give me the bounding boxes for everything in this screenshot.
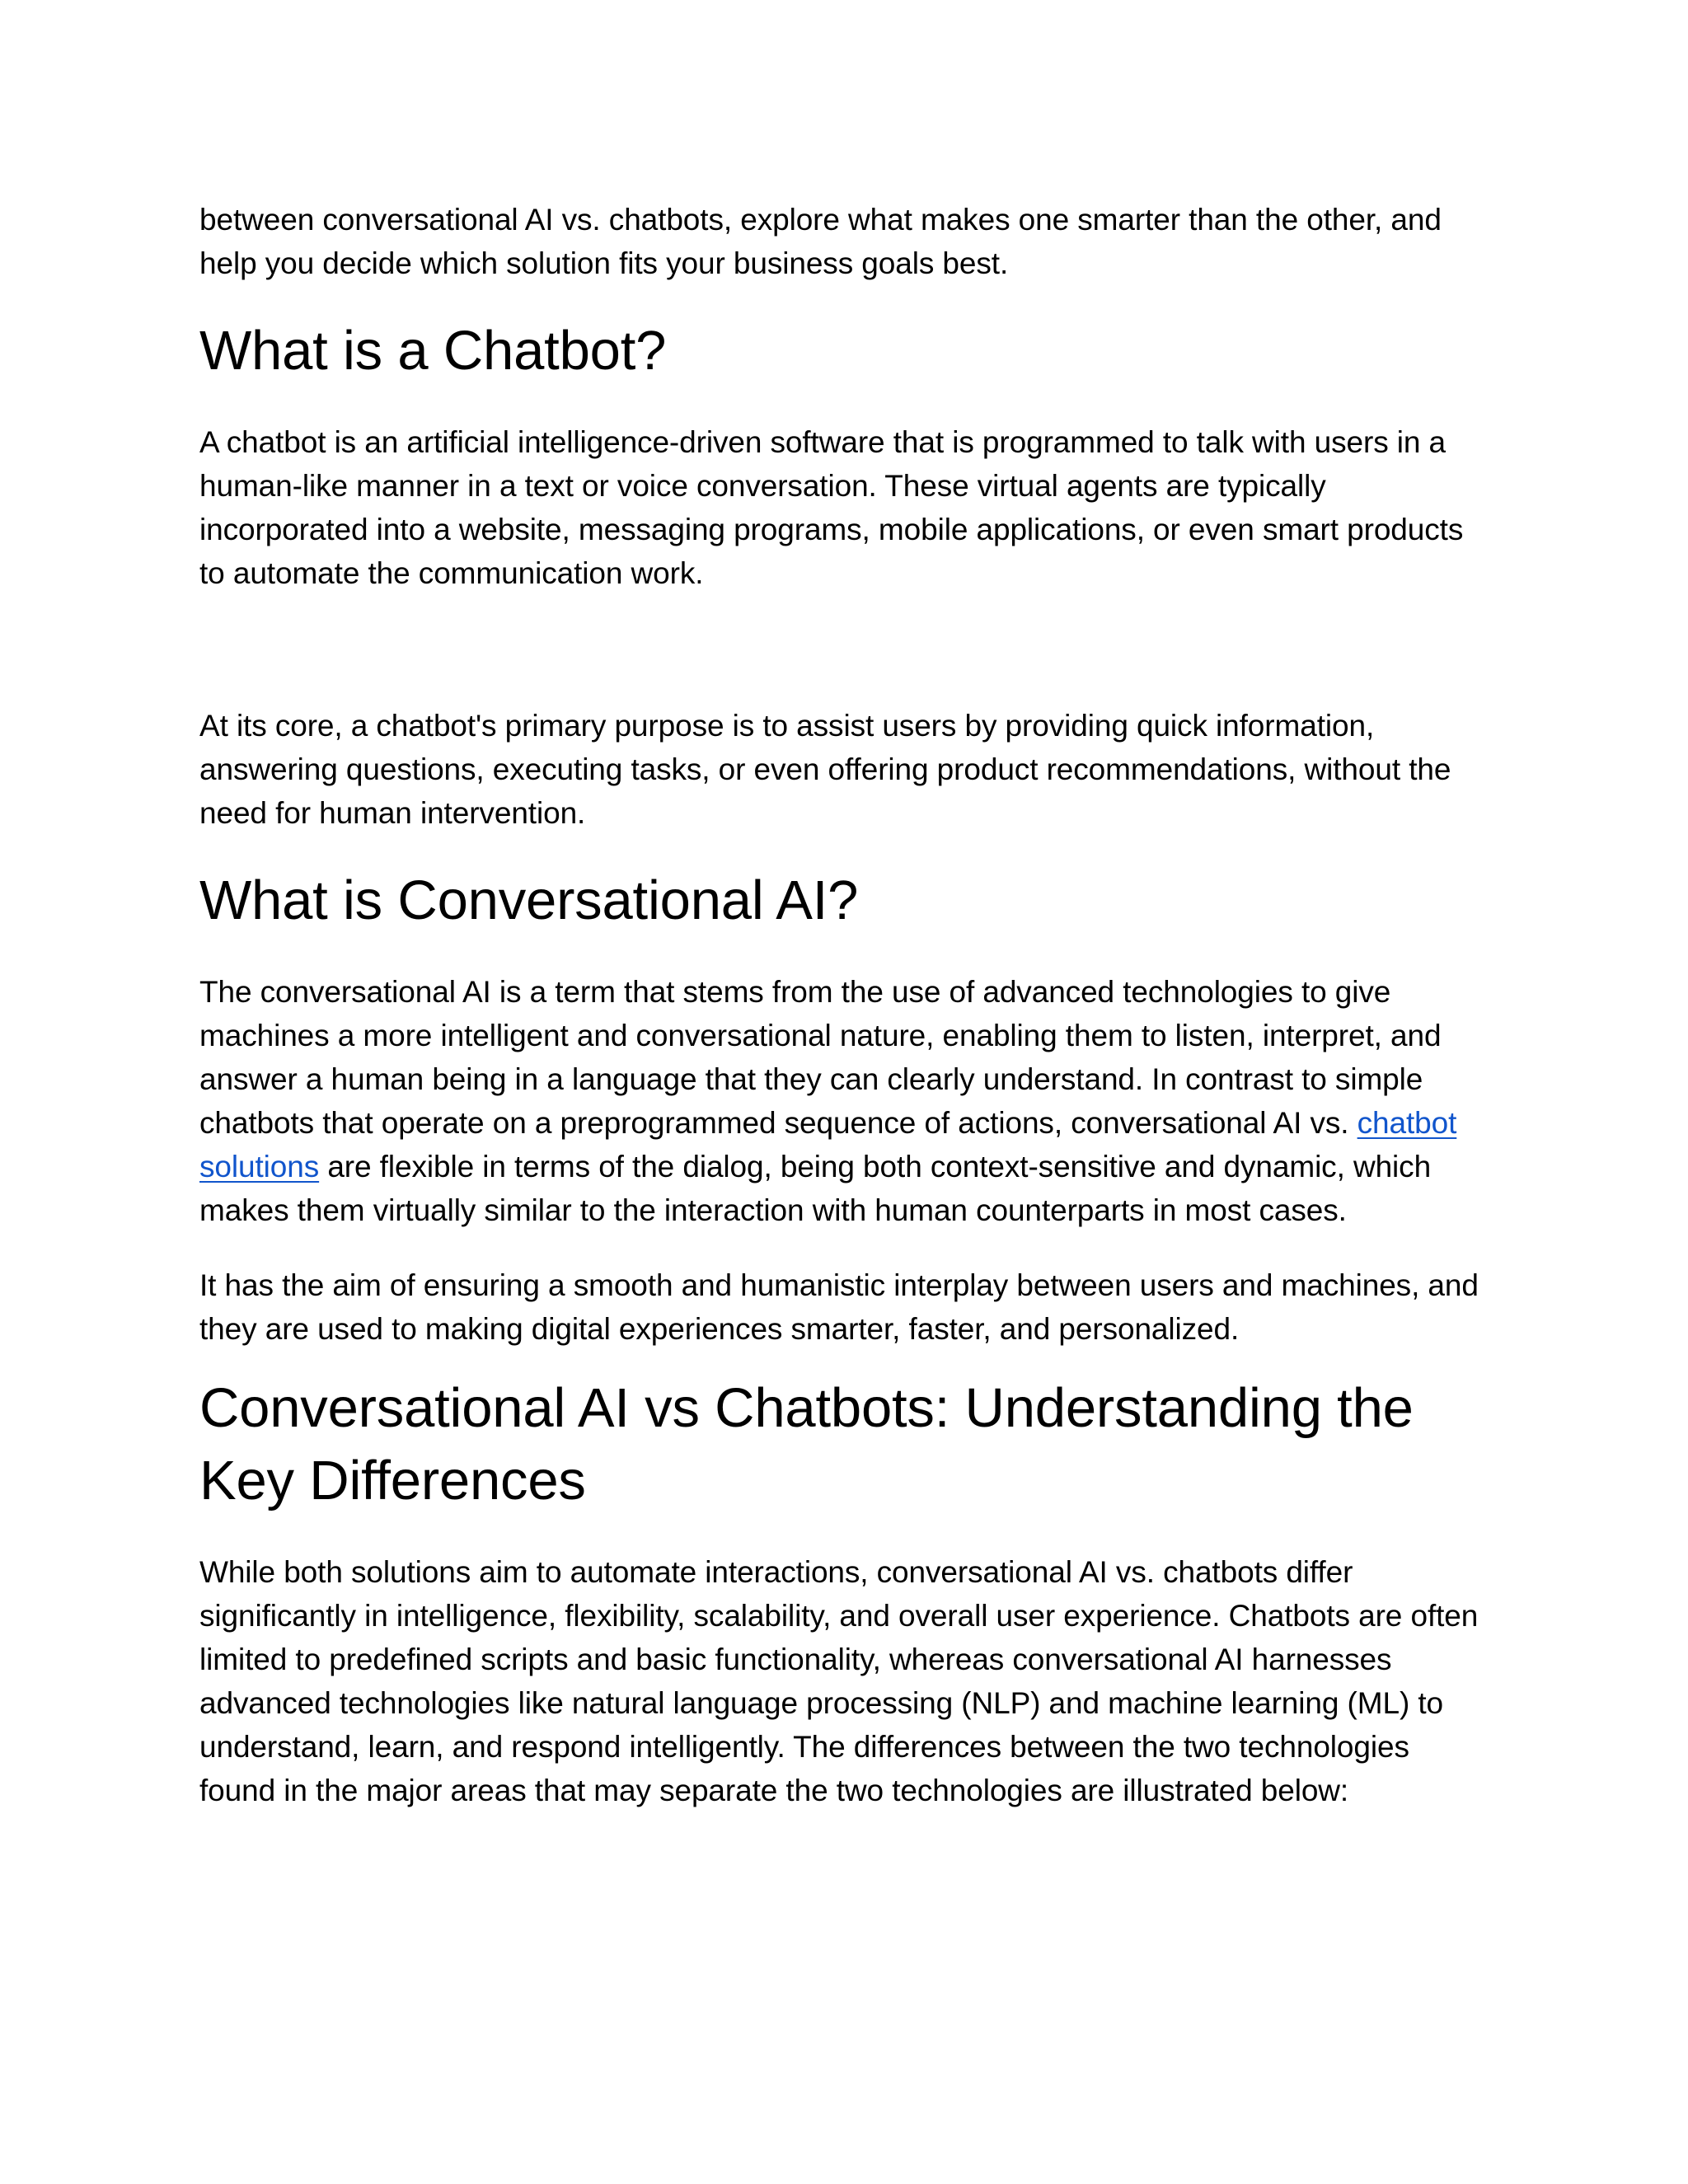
conversational-ai-paragraph-1-part-2: are flexible in terms of the dialog, being both context-sensitive and dynamic, which makes them virtually similar to the interaction with human counterparts in most cases.: [199, 1150, 1432, 1227]
chatbot-solutions-link[interactable]: chatbot solutions: [199, 1106, 1457, 1183]
heading-what-is-conversational-ai: What is Conversational AI?: [199, 869, 859, 931]
chatbot-paragraph-2: At its core, a chatbot's primary purpose is to assist users by providing quick information, answering questions, executing tasks, or even offering product recommendations, without the need for human intervention.: [199, 709, 1451, 830]
heading-what-is-chatbot: What is a Chatbot?: [199, 320, 667, 382]
chatbot-paragraph-1: A chatbot is an artificial intelligence-driven software that is programmed to talk with users in a human-like manner in a text or voice conversation. These virtual agents are typically incorporated into a website, messaging programs, mobile applications, or even smart products to automate the communication work.: [199, 425, 1464, 590]
conversational-ai-paragraph-1-part-1: The conversational AI is a term that stems from the use of advanced technologies to give machines a more intelligent and conversational nature, enabling them to listen, interpret, and answer a human being in a language that they can clearly understand. In contrast to simple chatbots that operate on a preprogrammed sequence of actions, conversational AI vs.: [199, 975, 1442, 1140]
differences-paragraph-1: While both solutions aim to automate interactions, conversational AI vs. chatbots differ significantly in intelligence, flexibility, scalability, and overall user experience. Chatbots are often limited to predefined scripts and basic functionality, whereas conversational AI harnesses advanced technologies like natural language processing (NLP) and machine learning (ML) to understand, learn, and respond intelligently. The differences between the two technologies found in the major areas that may separate the two technologies are illustrated below:: [199, 1555, 1479, 1807]
heading-key-differences: Conversational AI vs Chatbots: Understanding the Key Differences: [199, 1377, 1414, 1511]
conversational-ai-paragraph-1: [199, 970, 1493, 1232]
intro-paragraph: between conversational AI vs. chatbots, explore what makes one smarter than the other, and help you decide which solution fits your business goals best.: [199, 203, 1442, 280]
document-body: [199, 198, 1493, 1812]
conversational-ai-paragraph-2: It has the aim of ensuring a smooth and humanistic interplay between users and machines, and they are used to making digital experiences smarter, faster, and personalized.: [199, 1268, 1479, 1346]
